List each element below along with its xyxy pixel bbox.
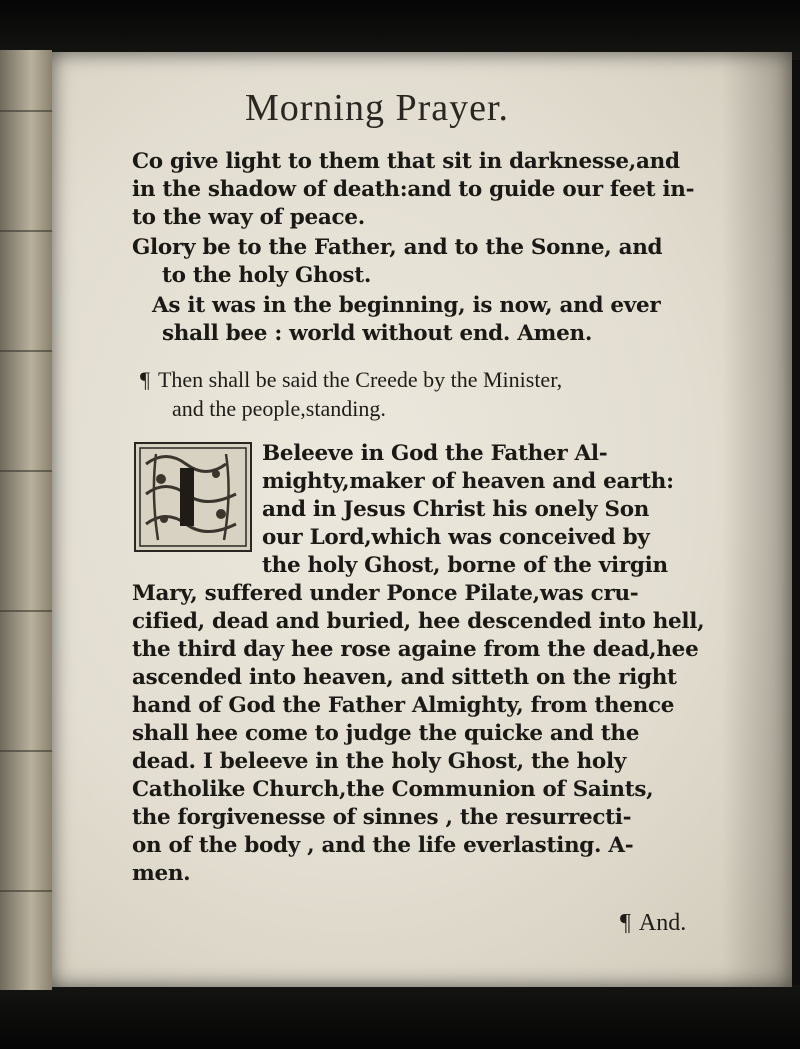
- text-line: ascended into heaven, and sitteth on the right: [132, 665, 677, 690]
- text-line: dead. I beleeve in the holy Ghost, the holy: [132, 749, 627, 774]
- decorated-initial-icon: [134, 442, 252, 552]
- catchword: ¶ And.: [620, 910, 687, 936]
- backdrop-bottom: [0, 985, 800, 1049]
- text-line: the forgivenesse of sinnes , the resurrecti-: [132, 805, 632, 830]
- text-line: in the shadow of death:and to guide our feet in-: [132, 177, 695, 202]
- text-line: Catholike Church,the Communion of Saints,: [132, 777, 654, 802]
- text-line: on of the body , and the life everlasting. A-: [132, 833, 634, 858]
- text-line: and in Jesus Christ his onely Son: [262, 497, 650, 522]
- text-line: to the holy Ghost.: [162, 263, 372, 288]
- text-line: Mary, suffered under Ponce Pilate,was cru-: [132, 581, 639, 606]
- text-line: cified, dead and buried, hee descended into hell,: [132, 609, 705, 634]
- text-line: to the way of peace.: [132, 205, 365, 230]
- pilcrow-icon: ¶: [140, 367, 150, 392]
- text-line: the holy Ghost, borne of the virgin: [262, 553, 668, 578]
- page-title: Morning Prayer.: [244, 87, 510, 129]
- text-line: Beleeve in God the Father Al-: [262, 441, 608, 466]
- text-line: the third day hee rose againe from the dead,hee: [132, 637, 699, 662]
- rubric-line: and the people,standing.: [172, 396, 386, 421]
- text-line: Co give light to them that sit in darknesse,and: [132, 149, 680, 174]
- text-line: shall hee come to judge the quicke and the: [132, 721, 640, 746]
- text-line: our Lord,which was conceived by: [262, 525, 650, 550]
- backdrop-top: [0, 0, 800, 60]
- text-line: Glory be to the Father, and to the Sonne, and: [132, 235, 663, 260]
- adjacent-page-edge: [0, 50, 52, 990]
- text-line: mighty,maker of heaven and earth:: [262, 469, 674, 494]
- text-line: men.: [132, 861, 191, 886]
- text-line: As it was in the beginning, is now, and ever: [152, 293, 661, 318]
- pilcrow-icon: ¶: [620, 910, 631, 936]
- rubric-line: ¶ Then shall be said the Creede by the Minister,: [140, 367, 563, 392]
- text-line: hand of God the Father Almighty, from thence: [132, 693, 675, 718]
- book-page: [52, 52, 792, 987]
- text-line: shall bee : world without end. Amen.: [162, 321, 593, 346]
